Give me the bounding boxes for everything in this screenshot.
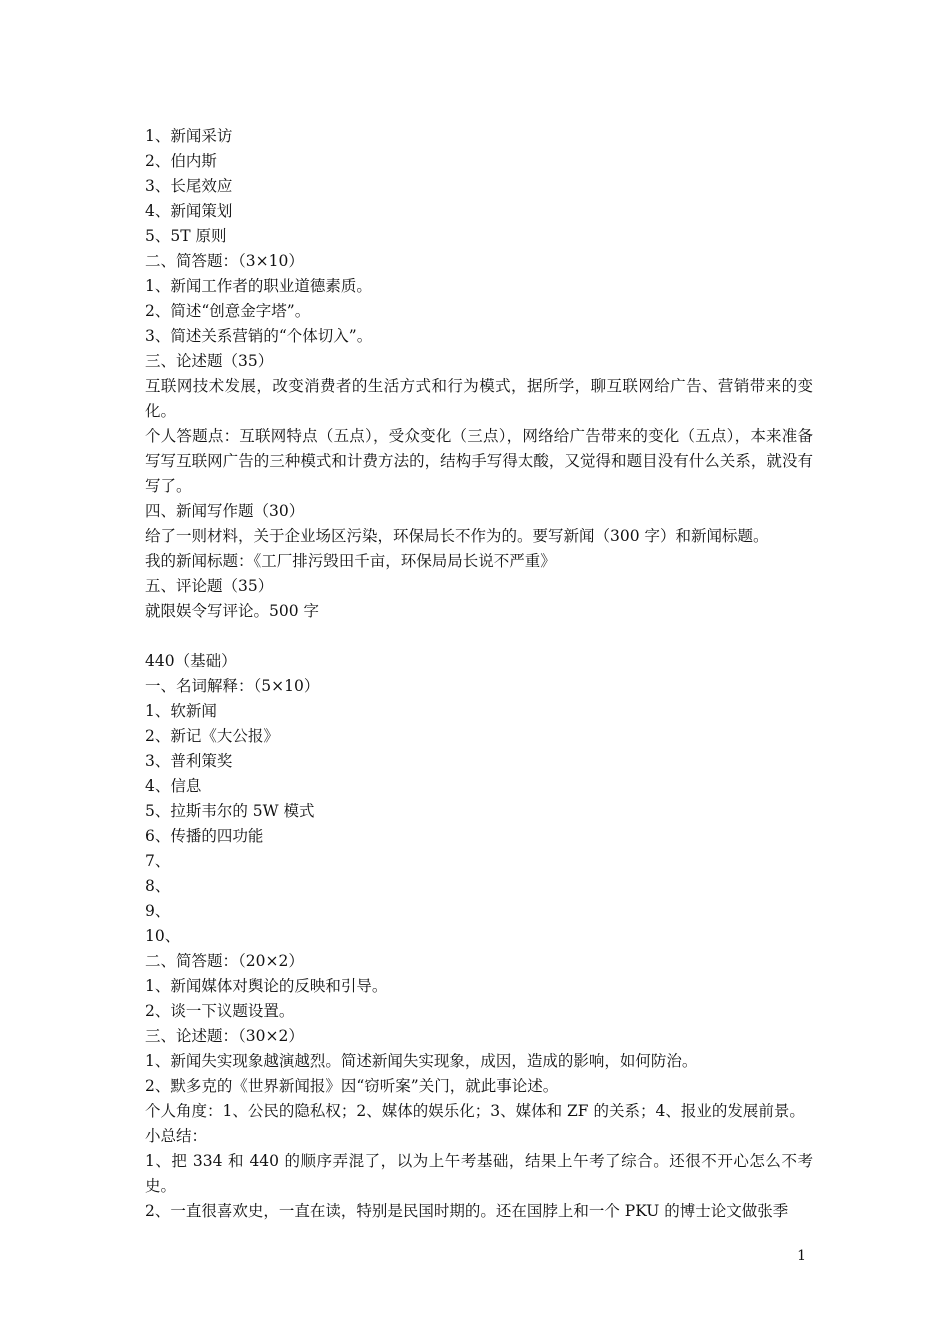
section-heading: 三、论述题（35）	[145, 352, 274, 370]
text-line: 小总结：	[145, 1127, 208, 1145]
text-line: 1、新闻失实现象越演越烈。简述新闻失实现象，成因，造成的影响，如何防治。	[145, 1052, 698, 1070]
text-line: 3、长尾效应	[145, 177, 233, 195]
paragraph: 互联网技术发展，改变消费者的生活方式和行为模式，据所学，聊互联网给广告、营销带来的变化。	[145, 377, 813, 420]
text-line: 1、新闻采访	[145, 127, 233, 145]
section-heading: 二、简答题：（20×2）	[145, 952, 304, 970]
text-line: 2、谈一下议题设置。	[145, 1002, 295, 1020]
text-line: 5、拉斯韦尔的 5W 模式	[145, 802, 315, 820]
section-heading: 一、名词解释：（5×10）	[145, 677, 320, 695]
text-line: 6、传播的四功能	[145, 827, 264, 845]
text-line: 9、	[145, 902, 171, 920]
blank-line	[145, 624, 813, 649]
section-heading: 二、简答题：（3×10）	[145, 252, 304, 270]
section-heading: 三、论述题：（30×2）	[145, 1027, 304, 1045]
text-line: 3、普利策奖	[145, 752, 233, 770]
text-line: 2、新记《大公报》	[145, 727, 279, 745]
text-line: 8、	[145, 877, 171, 895]
text-line: 5、5T 原则	[145, 227, 227, 245]
text-line: 就限娱令写评论。500 字	[145, 602, 320, 620]
text-line: 2、简述“创意金字塔”。	[145, 302, 311, 320]
text-line: 2、默多克的《世界新闻报》因“窃听案”关门，就此事论述。	[145, 1077, 559, 1095]
paragraph: 个人答题点：互联网特点（五点），受众变化（三点），网络给广告带来的变化（五点），本来准备写写互联网广告的三种模式和计费方法的，结构手写得太酸，又觉得和题目没有什么关系，就没有写了。	[145, 427, 813, 495]
text-line: 1、软新闻	[145, 702, 217, 720]
text-line: 1、新闻工作者的职业道德素质。	[145, 277, 372, 295]
text-line: 我的新闻标题：《工厂排污毁田千亩，环保局局长说不严重》	[145, 552, 556, 570]
section-heading: 五、评论题（35）	[145, 577, 274, 595]
text-line: 3、简述关系营销的“个体切入”。	[145, 327, 373, 345]
text-line: 4、信息	[145, 777, 202, 795]
text-line: 7、	[145, 852, 171, 870]
document-body	[145, 124, 813, 1224]
text-line: 个人角度：1、公民的隐私权；2、媒体的娱乐化；3、媒体和 ZF 的关系；4、报业的发展前景。	[145, 1102, 805, 1120]
text-line: 给了一则材料，关于企业场区污染，环保局长不作为的。要写新闻（300 字）和新闻标题。	[145, 527, 769, 545]
text-line: 1、新闻媒体对舆论的反映和引导。	[145, 977, 388, 995]
section-title: 440（基础）	[145, 652, 237, 670]
paragraph: 2、一直很喜欢史，一直在读，特别是民国时期的。还在国脖上和一个 PKU 的博士论文做张季	[145, 1202, 789, 1220]
paragraph: 1、把 334 和 440 的顺序弄混了，以为上午考基础，结果上午考了综合。还很不开心怎么不考史。	[145, 1152, 813, 1195]
text-line: 4、新闻策划	[145, 202, 233, 220]
section-heading: 四、新闻写作题（30）	[145, 502, 305, 520]
text-line: 2、伯内斯	[145, 152, 217, 170]
text-line: 10、	[145, 927, 181, 945]
page-number: 1	[797, 1248, 806, 1264]
